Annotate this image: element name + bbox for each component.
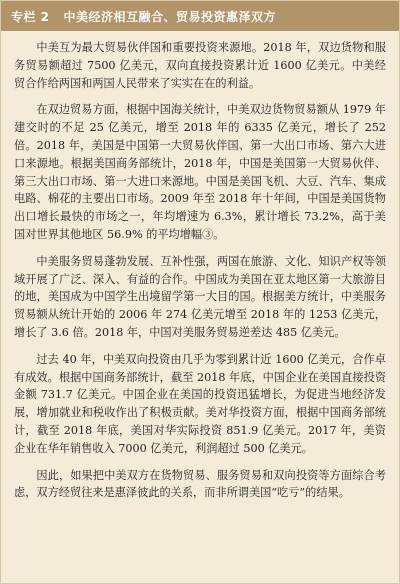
column-header <box>1 1 399 31</box>
paragraph-conclusion: 因此，如果把中美双方在货物贸易、服务贸易和双向投资等方面综合考虑，双方经贸往来是惠泽彼此的关系，而非所谓美国“吃亏”的结果。 <box>14 468 386 500</box>
column-body <box>1 31 399 502</box>
paragraph-services-trade: 中美服务贸易蓬勃发展、互补性强，两国在旅游、文化、知识产权等领域开展了广泛、深入、有益的合作。中国成为美国在亚太地区第一大旅游目的地，美国成为中国学生出境留学第一大目的国。根据美方统计，中美服务贸易额从统计开始的 2006 年 274 亿美元增至 2018 年的 1253 亿美元，增长了 3.6 倍。2018 年，中国对美服务贸易逆差达 485 亿美元。 <box>14 254 386 339</box>
paragraph-goods-trade: 在双边贸易方面，根据中国海关统计，中美双边货物贸易额从 1979 年建交时的不足 25 亿美元，增至 2018 年的 6335 亿美元，增长了 252 倍。2018 年，美国是中国第一大贸易伙伴国、第一大出口市场、第六大进口来源地。根据美国商务部统计，2018 年，中国是美国第一大贸易伙伴、第三大出口市场、第一大进口来源地。中国是美国飞机、大豆、汽车、集成电路、棉花的主要出口市场。2009 年至 2018 年十年间，中国是美国货物出口增长最快的市场之一，年均增速为 6.3%，累计增长 73.2%，高于美国对世界其他地区 56.9% 的平均增幅③。 <box>14 103 386 241</box>
paragraph-investment: 过去 40 年，中美双向投资由几乎为零到累计近 1600 亿美元，合作卓有成效。根据中国商务部统计，截至 2018 年底，中国企业在美国直接投资金额 731.7 亿美元。中国企业在美国的投资迅猛增长，为促进当地经济发展，增加就业和税收作出了积极贡献。美对华投资方面，根据中国商务部统计，截至 2018 年底，美国对华实际投资 851.9 亿美元。2017 年，美资企业在华年销售收入 7000 亿美元，利润超过 500 亿美元。 <box>14 352 386 455</box>
paragraph-overview: 中美互为最大贸易伙伴国和重要投资来源地。2018 年，双边货物和服务贸易额超过 7500 亿美元，双向直接投资累计近 1600 亿美元。中美经贸合作给两国和两国人民带来了实实在在的利益。 <box>14 41 386 90</box>
column-title: 中美经济相互融合、贸易投资惠泽双方 <box>63 9 277 24</box>
column-label: 专栏 2 <box>11 9 50 24</box>
